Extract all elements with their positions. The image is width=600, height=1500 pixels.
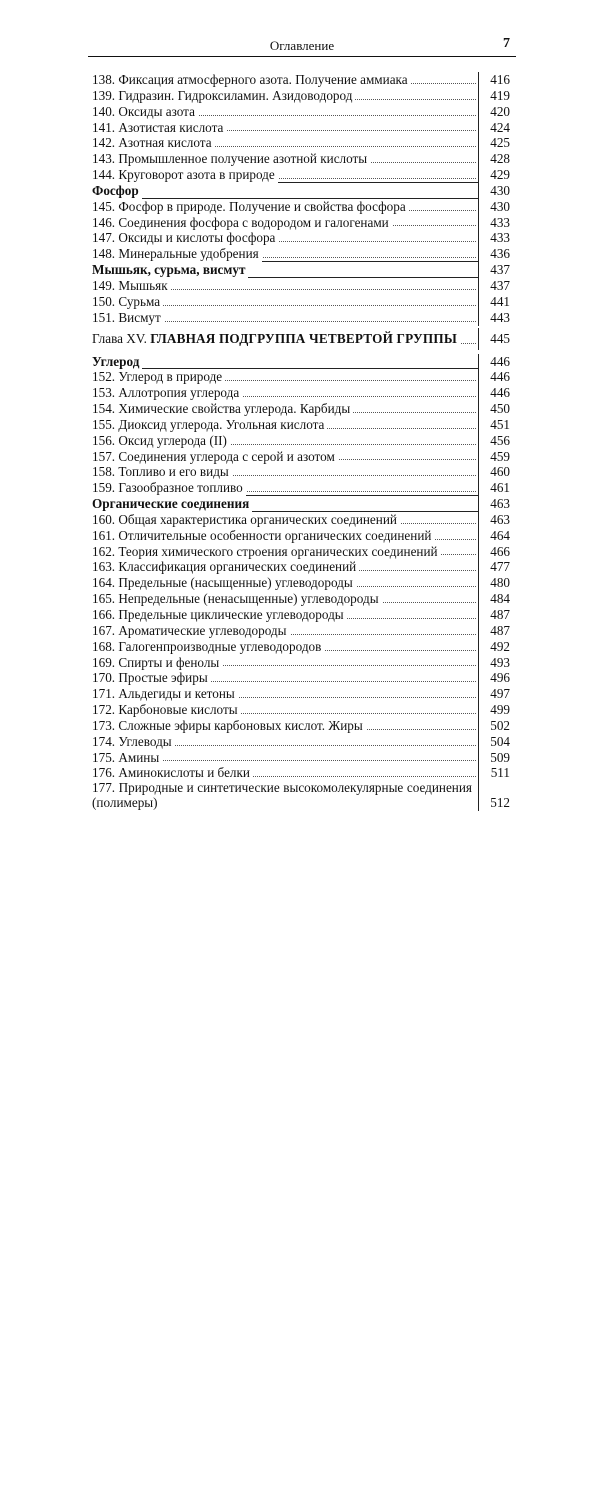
toc-entry-page: 497 [480,686,510,1436]
toc-entry-page: 496 [480,670,510,1420]
toc-entry-label: 146. Соединения фосфора с водородом и галогенами [92,215,392,231]
toc-entry-page: 443 [480,310,510,1060]
toc-entry-label: 165. Непредельные (ненасыщенные) углеводороды [92,591,382,607]
toc-entry-page: 424 [480,120,510,870]
chapter-prefix: Глава XV. [92,330,151,346]
toc-entry-label: 147. Оксиды и кислоты фосфора [92,230,278,246]
toc-entry-label: 150. Сурьма [92,294,163,310]
toc-entry-page: 502 [480,718,510,1468]
toc-entry-page: 512 [480,795,510,1500]
toc-entry-label: 164. Предельные (насыщенные) углеводороды [92,575,356,591]
toc-entry-page: 433 [480,230,510,980]
toc-entry-label: 175. Амины [92,750,162,766]
toc-section-label: Фосфор [92,183,142,199]
toc-entry-label: 141. Азотистая кислота [92,120,226,136]
toc-entry-label: 159. Газообразное топливо [92,480,246,496]
toc-entry-page: 463 [480,512,510,1262]
header-title: Оглавление [269,38,335,53]
toc-entry-label: 145. Фосфор в природе. Получение и свойства фосфора [92,199,409,215]
toc-entry-page: 487 [480,623,510,1373]
toc-chapter-heading [92,328,460,350]
toc-entry-page: 492 [480,639,510,1389]
toc-entry-label: 167. Ароматические углеводороды [92,623,290,639]
toc-entry-page: 477 [480,559,510,1309]
toc-entry-label: 143. Промышленное получение азотной кислоты [92,151,370,167]
toc-entry-page: 436 [480,246,510,996]
toc-entry-page: 430 [480,199,510,949]
toc-entry-label: 142. Азотная кислота [92,135,215,151]
toc-entry-page: 509 [480,750,510,1500]
toc-entry-label: 153. Аллотропия углерода [92,385,242,401]
toc-entry-page: 437 [480,262,510,1012]
toc-entry-page: 441 [480,294,510,1044]
toc-entry-label: 140. Оксиды азота [92,104,198,120]
toc-entry-page: 463 [480,496,510,1246]
toc-entry-page: 484 [480,591,510,1341]
toc-entry-label: 170. Простые эфиры [92,670,211,686]
toc-entry-page: 446 [480,354,510,1104]
toc-entry-label: 166. Предельные циклические углеводороды [92,607,347,623]
toc-entry-page: 420 [480,104,510,854]
toc-entry-page: 416 [480,72,510,822]
toc-section-label: Органические соединения [92,496,252,512]
toc-entry-label: 138. Фиксация атмосферного азота. Получение аммиака [92,72,411,88]
toc-entry-page: 446 [480,369,510,1119]
toc-entry-page: 504 [480,734,510,1484]
chapter-title: ГЛАВНАЯ ПОДГРУППА ЧЕТВЕРТОЙ ГРУППЫ [150,330,457,346]
toc-entry-page: 419 [480,88,510,838]
toc-entry-label: 177. Природные и синтетические высокомолекулярные соединения (полимеры) [92,781,475,810]
toc-entry-label: 160. Общая характеристика органических соединений [92,512,400,528]
toc-entry-label: 148. Минеральные удобрения [92,246,262,262]
toc-entry-page: 511 [480,765,510,1500]
toc-entry-label: 169. Спирты и фенолы [92,655,222,671]
toc-entry-page: 456 [480,433,510,1183]
toc-entry-label: 144. Круговорот азота в природе [92,167,278,183]
header-page-number: 7 [503,36,510,51]
toc-entry-page: 480 [480,575,510,1325]
toc-entry-label: 173. Сложные эфиры карбоновых кислот. Жиры [92,718,366,734]
toc-entry-label: 162. Теория химического строения органических соединений [92,544,441,560]
toc-entry-page: 459 [480,449,510,1199]
toc-entry-page: 430 [480,183,510,933]
toc-entry-page: 464 [480,528,510,1278]
toc-entry-label: 155. Диоксид углерода. Угольная кислота [92,417,327,433]
toc-entry-label: 158. Топливо и его виды [92,464,232,480]
toc-entry-page: 499 [480,702,510,1452]
toc-entry-page: 425 [480,135,510,885]
toc-entry-label: 151. Висмут [92,310,164,326]
toc-entry-label: 168. Галогенпроизводные углеводородов [92,639,324,655]
toc-entry-label: 171. Альдегиды и кетоны [92,686,238,702]
toc-entry-label: 172. Карбоновые кислоты [92,702,241,718]
toc-entry-page: 466 [480,544,510,1294]
toc-entry-page: 451 [480,417,510,1167]
toc-entry-page: 428 [480,151,510,901]
toc-entry-label: 176. Аминокислоты и белки [92,765,253,781]
toc-section-label: Мышьяк, сурьма, висмут [92,262,248,278]
table-of-contents [92,72,512,811]
toc-entry-label: 161. Отличительные особенности органических соединений [92,528,434,544]
toc-entry-page: 445 [480,328,510,1078]
toc-entry-label: 163. Классификация органических соединений [92,559,359,575]
toc-entry-page: 446 [480,385,510,1135]
toc-entry-label: 149. Мышьяк [92,278,171,294]
toc-entry-page: 433 [480,215,510,965]
toc-entry-label: 154. Химические свойства углерода. Карбиды [92,401,353,417]
toc-entry-label: 152. Углерод в природе [92,369,225,385]
toc-section-label: Углерод [92,354,142,370]
toc-entry-page: 429 [480,167,510,917]
page-header [88,34,516,57]
toc-entry-page: 460 [480,464,510,1214]
toc-entry-page: 437 [480,278,510,1028]
toc-entry-page: 493 [480,655,510,1405]
toc-entry-page: 461 [480,480,510,1230]
toc-entry-label: 157. Соединения углерода с серой и азотом [92,449,338,465]
toc-entry-page: 450 [480,401,510,1151]
toc-entry-label: 139. Гидразин. Гидроксиламин. Азидоводород [92,88,355,104]
toc-entry-page: 487 [480,607,510,1357]
toc-entry-label: 156. Оксид углерода (II) [92,433,230,449]
toc-entry-label: 174. Углеводы [92,734,175,750]
